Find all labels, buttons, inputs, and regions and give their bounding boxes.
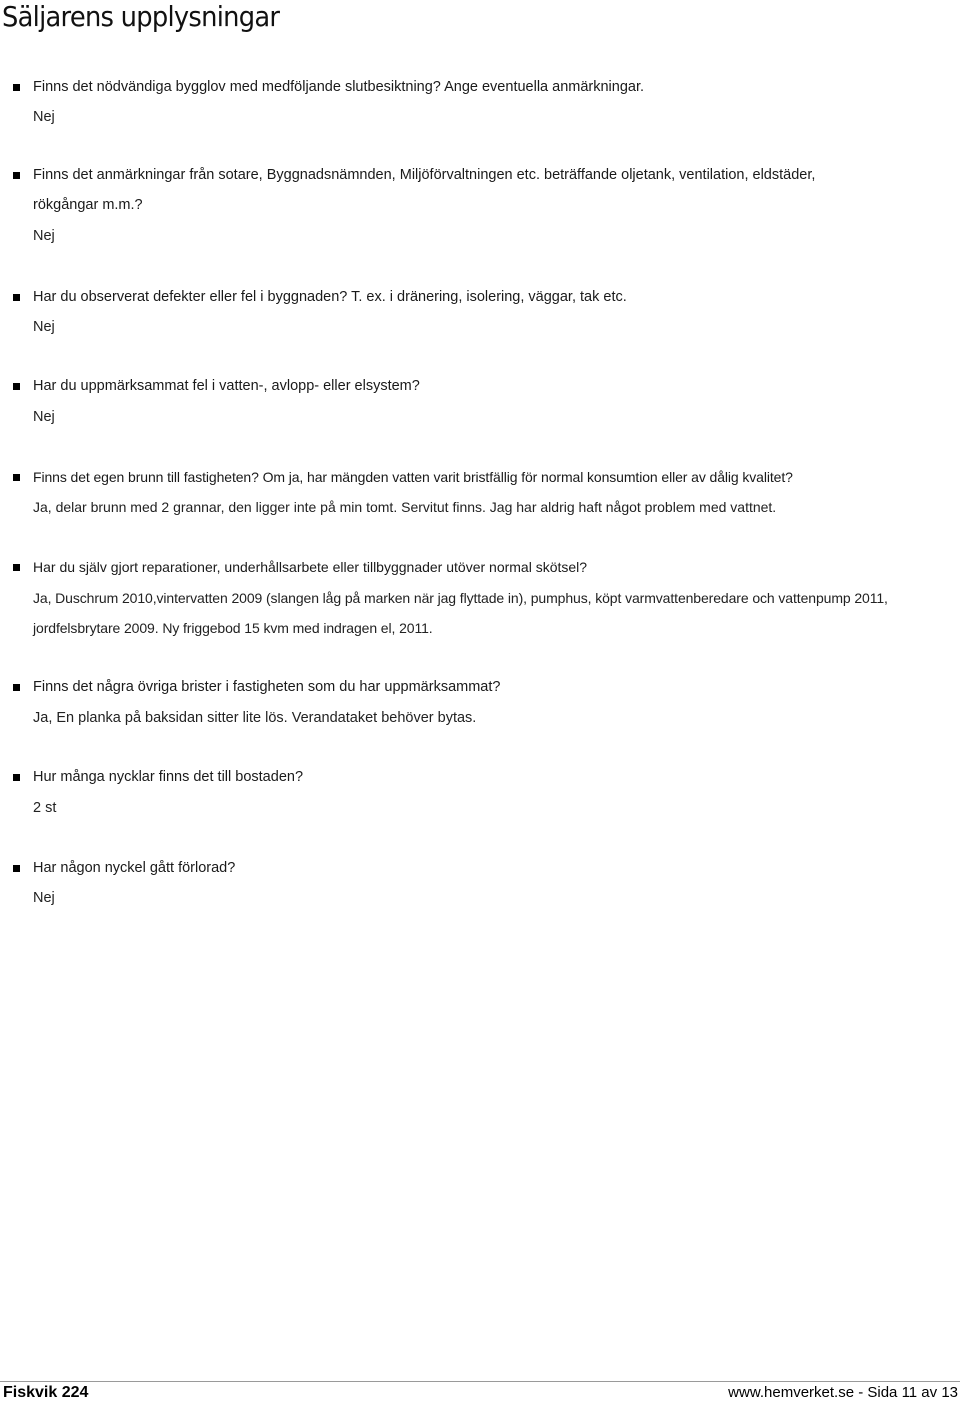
footer-property-name: Fiskvik 224 <box>3 1384 89 1401</box>
bullet-icon <box>13 684 20 691</box>
bullet-icon <box>13 865 20 872</box>
question: Har du själv gjort reparationer, underhållsarbete eller tillbyggnader utöver normal skötsel? <box>33 559 588 575</box>
bullet-icon <box>13 564 20 571</box>
footer-divider <box>0 1381 960 1382</box>
answer: Ja, delar brunn med 2 grannar, den ligger inte på min tomt. Servitut finns. Jag har aldrig haft något problem med vattnet. <box>33 499 777 515</box>
bullet-icon <box>13 294 20 301</box>
answer: Nej <box>33 228 55 244</box>
question: Hur många nycklar finns det till bostaden? <box>33 769 304 785</box>
answer: Nej <box>33 319 55 335</box>
answer: Nej <box>33 890 55 906</box>
page-title: Säljarens upplysningar <box>2 0 280 33</box>
answer: 2 st <box>33 800 57 816</box>
question: Finns det egen brunn till fastigheten? Om ja, har mängden vatten varit bristfällig för normal konsumtion eller av dålig kvalitet? <box>33 469 793 485</box>
question: Finns det anmärkningar från sotare, Byggnadsnämnden, Miljöförvaltningen etc. beträffande oljetank, ventilation, eldstäder, rökgångar m.m.? <box>33 167 816 213</box>
question: Finns det några övriga brister i fastigheten som du har uppmärksammat? <box>33 679 501 695</box>
bullet-icon <box>13 474 20 481</box>
answer: Nej <box>33 409 55 425</box>
answer: Ja, Duschrum 2010,vintervatten 2009 (slangen låg på marken när jag flyttade in), pumphus, köpt varmvattenberedare och vattenpump 2011, jordfelsbrytare 2009. Ny friggebod 15 kvm med indragen el, 2011. <box>33 590 888 636</box>
footer-page-info: www.hemverket.se - Sida 11 av 13 <box>728 1384 958 1401</box>
question: Har någon nyckel gått förlorad? <box>33 860 236 876</box>
answer: Nej <box>33 109 55 125</box>
bullet-icon <box>13 774 20 781</box>
bullet-icon <box>13 383 20 390</box>
question: Finns det nödvändiga bygglov med medföljande slutbesiktning? Ange eventuella anmärkningar. <box>33 79 645 95</box>
bullet-icon <box>13 84 20 91</box>
question: Har du uppmärksammat fel i vatten-, avlopp- eller elsystem? <box>33 378 420 394</box>
question: Har du observerat defekter eller fel i byggnaden? T. ex. i dränering, isolering, väggar, tak etc. <box>33 289 627 305</box>
answer: Ja, En planka på baksidan sitter lite lös. Verandataket behöver bytas. <box>33 710 477 726</box>
bullet-icon <box>13 172 20 179</box>
